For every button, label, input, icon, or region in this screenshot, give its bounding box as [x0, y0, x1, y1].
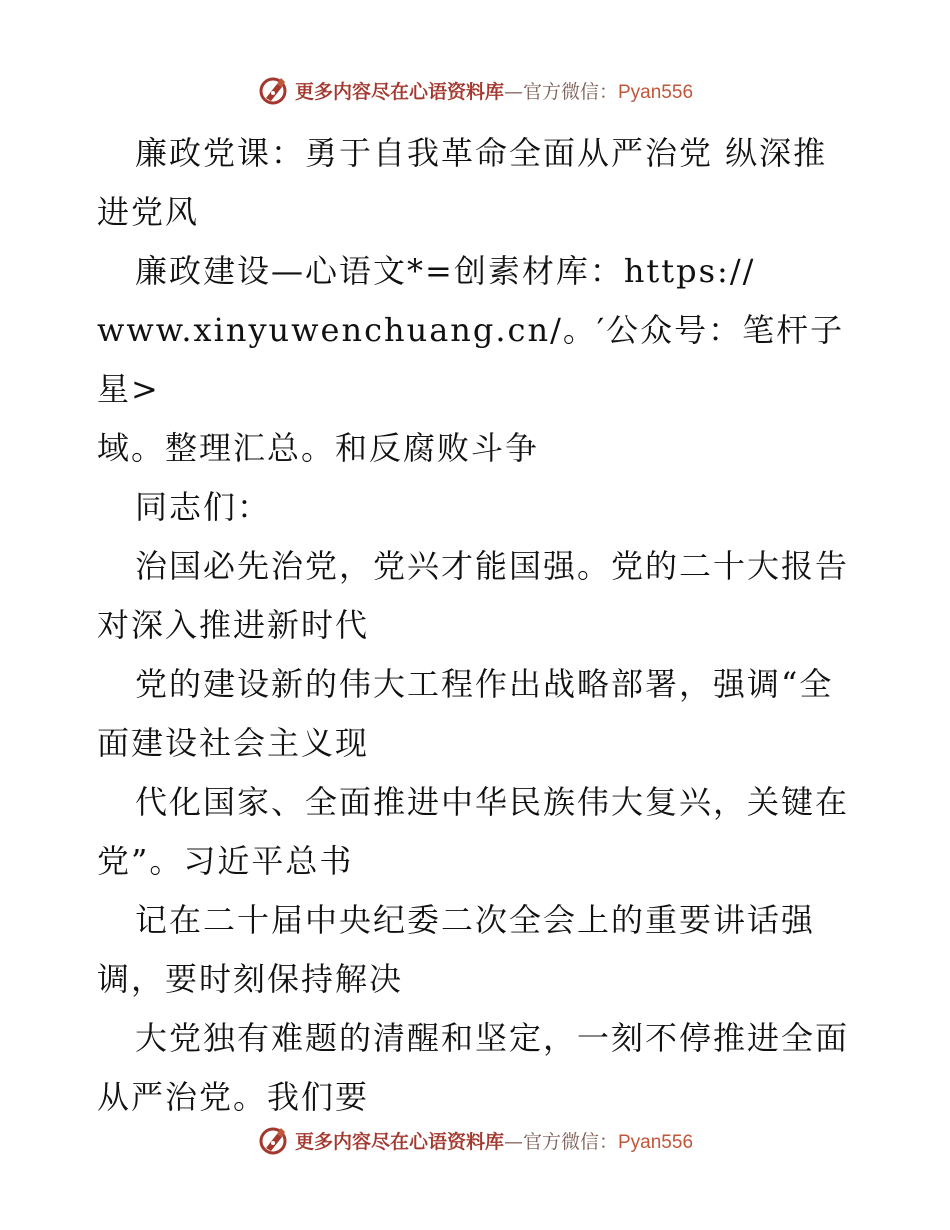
- pen-nib-logo-icon: [257, 74, 289, 106]
- watermark-text: [295, 1127, 693, 1154]
- watermark-brand: 更多内容尽在心语资料库: [294, 80, 504, 103]
- paragraph-body-3: 代化国家、全面推进中华民族伟大复兴，关键在 党”。习近平总书: [97, 783, 850, 880]
- watermark-label: 官方微信：: [522, 1130, 618, 1153]
- watermark-brand: 更多内容尽在心语资料库: [294, 1130, 504, 1153]
- watermark-wechat-id: Pyan556: [618, 1131, 694, 1153]
- paragraph-source: 廉政建设—心语文*=创素材库：https:// www.xinyuwenchuang.cn/。′公众号：笔杆子星> 域。整理汇总。和反腐败斗争: [97, 252, 845, 467]
- watermark-separator: —: [503, 1130, 523, 1153]
- document-body: [97, 124, 857, 1127]
- watermark-text: [295, 77, 693, 104]
- watermark-wechat-id: Pyan556: [618, 81, 694, 103]
- paragraph-body-4: 记在二十届中央纪委二次全会上的重要讲话强 调，要时刻保持解决: [97, 901, 816, 998]
- footer-watermark: [0, 1120, 950, 1160]
- header-watermark: [0, 70, 950, 110]
- paragraph-title: 廉政党课：勇于自我革命全面从严治党 纵深推 进党风: [97, 134, 828, 231]
- watermark-label: 官方微信：: [522, 80, 618, 103]
- paragraph-body-1: 治国必先治党，党兴才能国强。党的二十大报告 对深入推进新时代: [97, 547, 850, 644]
- paragraph-greeting: 同志们：: [135, 488, 272, 526]
- paragraph-body-5: 大党独有难题的清醒和坚定，一刻不停推进全面 从严治党。我们要: [97, 1019, 850, 1116]
- paragraph-body-2: 党的建设新的伟大工程作出战略部署，强调“全 面建设社会主义现: [97, 665, 834, 762]
- pen-nib-logo-icon: [257, 1124, 289, 1156]
- watermark-separator: —: [503, 80, 523, 103]
